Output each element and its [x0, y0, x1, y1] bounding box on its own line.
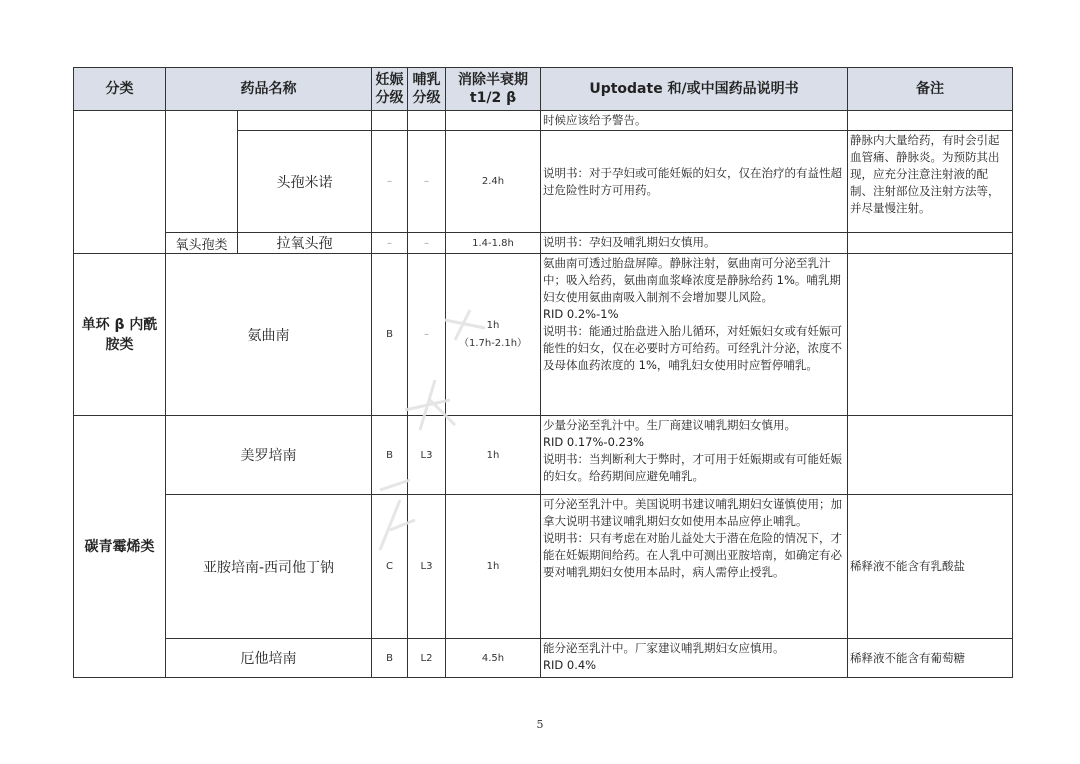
description-text: 时候应该给予警告。	[543, 113, 647, 127]
page-number: 5	[536, 718, 544, 731]
lactation-grade: L3	[408, 495, 446, 639]
drug-table	[73, 67, 1013, 678]
description-cell	[541, 254, 848, 416]
half-life-line2: （1.7h-2.1h）	[458, 338, 528, 349]
col-note: 备注	[848, 68, 1013, 111]
drug-name: 头孢米诺	[238, 131, 372, 233]
col-lactation-line1: 哺乳	[412, 72, 441, 88]
category-line1: 单环 β 内酰	[81, 316, 158, 333]
col-half-life-line2: t1/2 β	[469, 90, 517, 106]
lactation-cell-empty	[408, 111, 446, 131]
col-lactation-grade	[408, 68, 446, 111]
pregnancy-grade: B	[372, 639, 408, 678]
table-row	[74, 495, 1013, 639]
col-lactation-line2: 分级	[412, 90, 441, 106]
drug-name: 拉氧头孢	[238, 233, 372, 254]
col-uptodate: Uptodate 和/或中国药品说明书	[541, 68, 848, 111]
category	[74, 254, 166, 416]
description-rid: RID 0.17%-0.23%	[543, 435, 645, 449]
drug-name: 亚胺培南-西司他丁钠	[166, 495, 372, 639]
half-life-line1: 1h	[486, 320, 500, 331]
note-cell	[848, 639, 1013, 678]
half-life-cell-empty	[446, 111, 541, 131]
description-cell	[541, 131, 848, 233]
drug-name: 氨曲南	[166, 254, 372, 416]
col-half-life-line1: 消除半衰期	[458, 72, 528, 88]
category-line2: 胺类	[105, 336, 134, 353]
pregnancy-grade: –	[372, 233, 408, 254]
pregnancy-grade: C	[372, 495, 408, 639]
lactation-grade: –	[408, 254, 446, 416]
col-pregnancy-line1: 妊娠	[375, 72, 404, 88]
description-rid: RID 0.4%	[543, 658, 597, 672]
pregnancy-grade: B	[372, 254, 408, 416]
half-life	[446, 254, 541, 416]
description-text: 少量分泌至乳汁中。生厂商建议哺乳期妇女慎用。	[543, 418, 796, 432]
pregnancy-cell-empty	[372, 111, 408, 131]
lactation-grade: –	[408, 233, 446, 254]
note-text: 稀释液不能含有葡萄糖	[850, 650, 965, 665]
half-life: 2.4h	[446, 131, 541, 233]
description-text: 说明书：只有考虑在对胎儿益处大于潜在危险的情况下，才能在妊娠期间给药。在人乳中可测出亚胺培南，如确定有必要对哺乳期妇女使用本品时，病人需停止授乳。	[543, 531, 842, 579]
note-cell-empty	[848, 416, 1013, 495]
half-life: 4.5h	[446, 639, 541, 678]
col-pregnancy-line2: 分级	[375, 90, 404, 106]
header-row	[74, 68, 1013, 111]
description-cell	[541, 639, 848, 678]
subcategory-cell-empty	[166, 111, 238, 233]
description-rid: RID 0.2%-1%	[543, 307, 619, 321]
table-row	[74, 416, 1013, 495]
subcategory: 氧头孢类	[166, 233, 238, 254]
half-life: 1h	[446, 416, 541, 495]
col-drug-name: 药品名称	[166, 68, 372, 111]
lactation-grade: L3	[408, 416, 446, 495]
drug-name: 美罗培南	[166, 416, 372, 495]
description-cell	[541, 416, 848, 495]
half-life: 1.4-1.8h	[446, 233, 541, 254]
drug-name-cell-empty	[238, 111, 372, 131]
note-cell	[848, 131, 1013, 233]
pregnancy-grade: B	[372, 416, 408, 495]
description-cell	[541, 111, 848, 131]
category-cell-empty	[74, 111, 166, 254]
note-text: 稀释液不能含有乳酸盐	[850, 559, 965, 573]
note-text: 静脉内大量给药，有时会引起血管痛、静脉炎。为预防其出现，应充分注意注射液的配制、注射部位及注射方法等，并尽量慢注射。	[850, 133, 1000, 215]
description-text: 氨曲南可透过胎盘屏障。静脉注射，氨曲南可分泌至乳汁中；吸入给药，氨曲南血浆峰浓度是静脉给药 1%。哺乳期妇女使用氨曲南吸入制剂不会增加婴儿风险。	[543, 256, 841, 304]
table-row	[74, 111, 1013, 131]
note-cell-empty	[848, 111, 1013, 131]
category: 碳青霉烯类	[74, 416, 166, 678]
table-row	[74, 233, 1013, 254]
description-cell	[541, 495, 848, 639]
note-cell-empty	[848, 233, 1013, 254]
description-text: 可分泌至乳汁中。美国说明书建议哺乳期妇女谨慎使用；加拿大说明书建议哺乳期妇女如使用本品应停止哺乳。	[543, 497, 842, 528]
lactation-grade: L2	[408, 639, 446, 678]
description-text: 说明书：当判断利大于弊时，才可用于妊娠期或有可能妊娠的妇女。给药期间应避免哺乳。	[543, 452, 842, 483]
note-cell	[848, 495, 1013, 639]
description-cell	[541, 233, 848, 254]
col-category: 分类	[74, 68, 166, 111]
note-cell-empty	[848, 254, 1013, 416]
description-text: 能分泌至乳汁中。厂家建议哺乳期妇女应慎用。	[543, 641, 785, 655]
description-text: 说明书：能通过胎盘进入胎儿循环，对妊娠妇女或有妊娠可能性的妇女，仅在必要时方可给药。可经乳汁分泌，浓度不及母体血药浓度的 1%，哺乳妇女使用时应暂停哺乳。	[543, 324, 842, 372]
drug-name: 厄他培南	[166, 639, 372, 678]
lactation-grade: –	[408, 131, 446, 233]
col-half-life	[446, 68, 541, 111]
table-row	[74, 639, 1013, 678]
description-text: 说明书：孕妇及哺乳期妇女慎用。	[543, 235, 716, 249]
description-text: 说明书：对于孕妇或可能妊娠的妇女，仅在治疗的有益性超过危险性时方可用药。	[543, 165, 842, 197]
half-life: 1h	[446, 495, 541, 639]
table-row	[74, 254, 1013, 416]
col-pregnancy-grade	[372, 68, 408, 111]
pregnancy-grade: –	[372, 131, 408, 233]
